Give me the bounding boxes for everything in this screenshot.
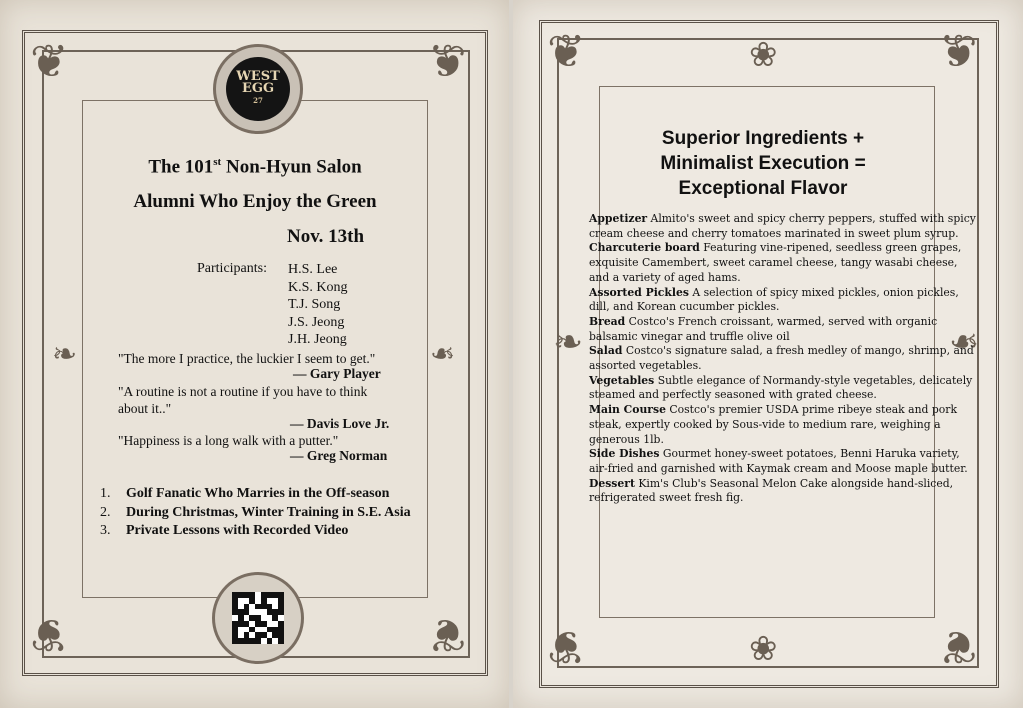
side-ornament-icon: ❧ (430, 337, 456, 372)
qr-code-icon[interactable] (232, 592, 284, 644)
quote-text: "Happiness is a long walk with a putter." (118, 433, 339, 448)
title-main: The 101 (148, 156, 214, 178)
topic-number: 3. (100, 523, 111, 538)
menu-item (589, 212, 979, 241)
bottom-ornament-icon: ❀ (749, 629, 778, 669)
corner-ornament-icon: ❦ (939, 620, 978, 674)
course-name: Dessert (589, 476, 635, 490)
course-name: Main Course (589, 403, 666, 417)
menu-item (589, 403, 979, 447)
quote-author: — Gary Player (293, 366, 381, 381)
menu-item (589, 374, 979, 403)
course-description: Kim's Club's Seasonal Melon Cake alongside hand-sliced, refrigerated sweet fresh fig. (589, 476, 954, 505)
participant: J.S. Jeong (288, 314, 345, 330)
salon-subtitle: Alumni Who Enjoy the Green (133, 191, 377, 212)
topic-text: Private Lessons with Recorded Video (126, 523, 349, 538)
logo-text-line2: EGG (241, 81, 275, 96)
topic-item (100, 522, 411, 541)
topic-number: 1. (100, 486, 111, 501)
corner-ornament-icon: ❦ (547, 24, 586, 78)
menu-item (589, 315, 979, 344)
participant: T.J. Song (288, 297, 341, 312)
west-egg-logo (213, 44, 303, 134)
top-ornament-icon: ❀ (749, 35, 778, 75)
side-ornament-icon: ❧ (52, 337, 78, 372)
participant: H.S. Lee (288, 262, 338, 277)
quote-text: "The more I practice, the luckier I seem to get." (118, 351, 376, 366)
participant: K.S. Kong (288, 279, 348, 295)
menu-list (589, 212, 979, 506)
side-ornament-icon: ❧ (949, 322, 980, 363)
menu-heading (553, 126, 973, 201)
menu-heading-line: Exceptional Flavor (678, 178, 848, 199)
course-name: Vegetables (589, 373, 655, 387)
participant: J.H. Jeong (288, 332, 347, 347)
course-description: Costco's French croissant, warmed, served with organic balsamic vinegar and truffle olive oil (589, 314, 938, 343)
discussion-topics (100, 485, 411, 541)
qr-module (278, 638, 284, 644)
title-rest: Non-Hyun Salon (221, 156, 362, 178)
corner-ornament-icon: ❦ (30, 34, 69, 88)
logo-number: 27 (253, 96, 263, 105)
topic-item (100, 504, 411, 523)
course-description: Featuring vine-ripened, seedless green grapes, exquisite Camembert, sweet caramel cheese, tangy wasabi cheese, and a variety of aged hams. (589, 241, 962, 284)
course-description: Costco's signature salad, a fresh medley of mango, shrimp, and assorted vegetables. (589, 344, 974, 373)
participants-label: Participants: (197, 261, 267, 276)
corner-ornament-icon: ❦ (428, 34, 467, 88)
topic-text: Golf Fanatic Who Marries in the Off-season (126, 486, 390, 501)
event-date: Nov. 13th (287, 226, 365, 247)
course-name: Salad (589, 344, 623, 358)
menu-item (589, 477, 979, 506)
course-description: A selection of spicy mixed pickles, onion pickles, dill, and Korean cucumber pickles. (589, 285, 959, 314)
corner-ornament-icon: ❦ (428, 608, 467, 662)
quote-author: — Davis Love Jr. (290, 416, 390, 431)
quote-author: — Greg Norman (290, 448, 388, 463)
menu-item (589, 447, 979, 476)
course-name: Charcuterie board (589, 241, 700, 255)
course-description: Gourmet honey-sweet potatoes, Benni Haruka variety, air-fried and garnished with Kaymak cream and Moose maple butter. (589, 447, 968, 475)
title-superscript: st (213, 156, 222, 168)
salon-title (60, 156, 450, 178)
qr-code-badge[interactable] (212, 572, 304, 664)
side-ornament-icon: ❧ (553, 322, 584, 363)
logo-text-line1: WEST (236, 69, 280, 84)
topic-text: During Christmas, Winter Training in S.E. Asia (126, 504, 411, 520)
menu-item (589, 241, 979, 285)
quote-text-continued: about it.." (118, 401, 172, 416)
menu-item (589, 286, 979, 315)
course-name: Side Dishes (589, 447, 660, 461)
course-name: Bread (589, 314, 626, 328)
menu-heading-line: Minimalist Execution = (660, 153, 866, 174)
course-description: Costco's premier USDA prime ribeye steak and pork steak, expertly cooked by Sous-vide to medium rare, weighing a generous 1lb. (589, 403, 957, 446)
menu-item (589, 344, 979, 373)
course-description: Almito's sweet and spicy cherry peppers, stuffed with spicy cream cheese and cherry tomatoes marinated in sweet plum syrup. (589, 212, 976, 240)
participant-list (288, 261, 348, 349)
course-description: Subtle elegance of Normandy-style vegetables, delicately steamed and perfectly seasoned with grated cheese. (589, 373, 973, 402)
course-name: Appetizer (589, 212, 648, 225)
topic-number: 2. (100, 504, 111, 520)
corner-ornament-icon: ❦ (30, 608, 69, 662)
course-name: Assorted Pickles (589, 285, 689, 299)
topic-item (100, 485, 411, 504)
corner-ornament-icon: ❦ (547, 620, 586, 674)
menu-heading-line: Superior Ingredients + (661, 128, 865, 149)
quote-text: "A routine is not a routine if you have to think (118, 384, 368, 399)
corner-ornament-icon: ❦ (939, 24, 978, 78)
